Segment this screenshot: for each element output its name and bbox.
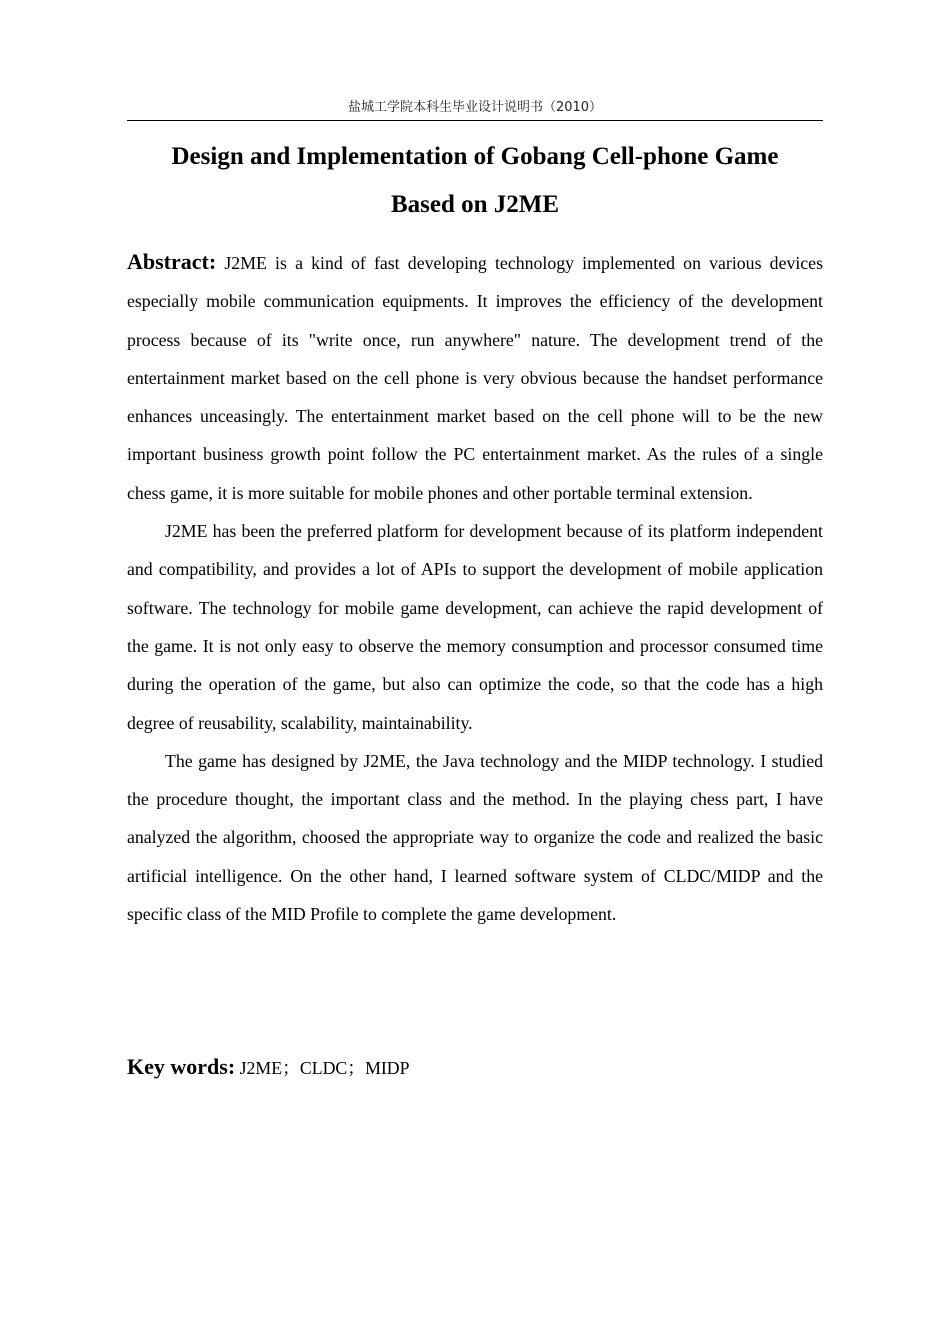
running-header: 盐城工学院本科生毕业设计说明书（2010） bbox=[347, 100, 603, 115]
keywords-value: J2ME；CLDC；MIDP bbox=[239, 1058, 410, 1078]
abstract-paragraph-1-text: J2ME is a kind of fast developing technology implemented on various devices especially mobile communication equipments. It improves the efficiency of the development process because of its "write once, run anywhere" nature. The development trend of the entertainment market based on the cell phone is very obvious because the handset performance enhances unceasingly. The entertainment market based on the cell phone will to be the new important business growth point follow the PC entertainment market. As the rules of a single chess game, it is more suitable for mobile phones and other portable terminal extension. bbox=[127, 253, 823, 503]
abstract-section bbox=[127, 243, 823, 933]
abstract-paragraph-3: The game has designed by J2ME, the Java technology and the MIDP technology. I studied the procedure thought, the important class and the method. In the playing chess part, I have analyzed the algorithm, choosed the appropriate way to organize the code and realized the basic artificial intelligence. On the other hand, I learned software system of CLDC/MIDP and the specific class of the MID Profile to complete the game development. bbox=[127, 750, 823, 925]
title-line-1: Design and Implementation of Gobang Cell-phone Game bbox=[171, 143, 779, 170]
abstract-label: Abstract: bbox=[127, 249, 217, 274]
paper-title bbox=[127, 133, 823, 229]
abstract-paragraph-2: J2ME has been the preferred platform for development because of its platform independent and compatibility, and provides a lot of APIs to support the development of mobile application software. The technology for mobile game development, can achieve the rapid development of the game. It is not only easy to observe the memory consumption and processor consumed time during the operation of the game, but also can optimize the code, so that the code has a high degree of reusability, scalability, maintainability. bbox=[127, 521, 823, 733]
abstract-paragraph-1 bbox=[127, 243, 823, 512]
keywords-label: Key words: bbox=[127, 1054, 236, 1079]
title-line-2: Based on J2ME bbox=[390, 191, 560, 218]
header-rule bbox=[127, 120, 823, 121]
keywords-line bbox=[127, 1048, 823, 1087]
